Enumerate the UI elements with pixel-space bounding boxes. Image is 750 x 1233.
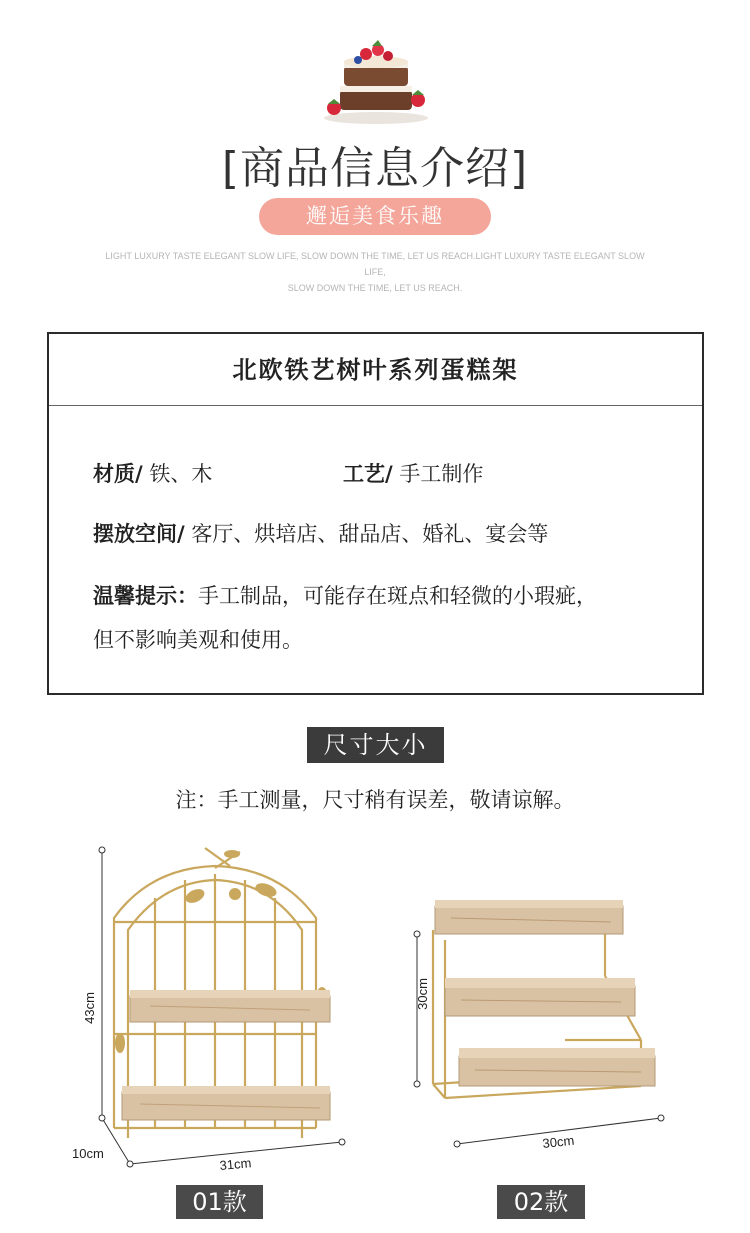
- tip-row: [93, 580, 597, 610]
- placement-label: 摆放空间/: [93, 522, 185, 546]
- material-label: 材质/: [93, 462, 143, 486]
- placement-row: [93, 518, 548, 548]
- craft-row: [343, 458, 483, 488]
- product-01-image: [70, 838, 360, 1178]
- product-01-height-label: 43cm: [82, 992, 97, 1024]
- subtitle-pill: 邂逅美食乐趣: [259, 198, 491, 235]
- tip-row-continued: [93, 624, 303, 654]
- material-row: [93, 458, 212, 488]
- craft-value: 手工制作: [392, 462, 484, 486]
- page-title: [商品信息介绍]: [221, 143, 529, 194]
- size-section-label: 尺寸大小: [307, 727, 444, 763]
- product-02-badge: 02款: [497, 1185, 585, 1219]
- tagline-line-2: SLOW DOWN THE TIME, LET US REACH.: [287, 283, 463, 293]
- size-note: 注：手工测量，尺寸稍有误差，敬请谅解。: [175, 788, 575, 812]
- placement-value: 客厅、烘培店、甜品店、婚礼、宴会等: [184, 522, 549, 546]
- product-02-height-label: 30cm: [415, 978, 430, 1010]
- material-value: 铁、木: [142, 462, 213, 486]
- tagline-line-1: LIGHT LUXURY TASTE ELEGANT SLOW LIFE, SLOW DOWN THE TIME, LET US REACH.LIGHT LUXURY TASTE ELEGANT SLOW LIFE,: [105, 251, 645, 277]
- product-info-box: [47, 332, 704, 695]
- product-name: 北欧铁艺树叶系列蛋糕架: [49, 334, 702, 406]
- tip-value-line-1: 手工制品，可能存在斑点和轻微的小瑕疵，: [198, 584, 597, 608]
- product-01-width-label: 31cm: [218, 1155, 252, 1173]
- english-tagline: [100, 248, 650, 296]
- product-02-width-label: 30cm: [541, 1132, 575, 1151]
- tip-label: 温馨提示：: [93, 584, 198, 608]
- product-02-image: [405, 890, 675, 1160]
- product-01-depth-label: 10cm: [72, 1146, 104, 1161]
- product-01-badge: 01款: [176, 1185, 263, 1219]
- cake-illustration: [318, 38, 434, 126]
- tip-value-line-2: 但不影响美观和使用。: [93, 628, 303, 652]
- craft-label: 工艺/: [343, 462, 393, 486]
